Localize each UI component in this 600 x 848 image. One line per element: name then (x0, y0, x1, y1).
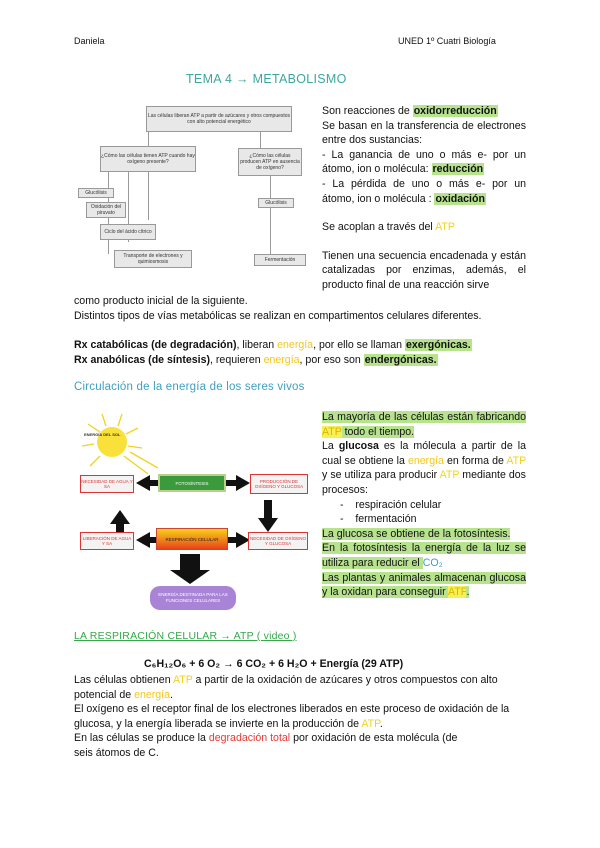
flow-top-box: Las células liberan ATP a partir de azúcares y otros compuestos con alto potencial energético (146, 106, 292, 132)
sun-label: ENERGÍA DEL SOL (84, 432, 121, 437)
respiration-equation: C₆H₁₂O₆ + 6 O₂ → 6 CO₂ + 6 H₂O + Energía (29 ATP) (144, 658, 404, 670)
flow-glucolisis-left: Glucólisis (78, 188, 114, 198)
respiration-flowchart (78, 104, 314, 274)
cycle-lower-right: NECESIDAD DE OXÍGENO Y GLUCOSA (248, 532, 308, 550)
page-title: TEMA 4 → METABOLISMO (186, 72, 347, 86)
header-course: UNED 1º Cuatri Biología (398, 36, 496, 46)
intro-text: Son reacciones de oxidorreducción Se basan en la transferencia de electrones entre dos sustancias: - La ganancia de uno o más e- por un átomo, ion o molécula: reducción - La pérdida de uno o más e- por un átomo, ion o molécula : oxidación Se acoplan a través del ATP Tienen una secuencia encadenada y están catalizadas por enzimas, además, el producto final de una reacción sirve (322, 105, 526, 291)
cycle-upper-left: NECESIDAD DE AGUA Y SA (80, 475, 134, 493)
respiration-text: Las células obtienen ATP a partir de la oxidación de azúcares y otros compuestos con alto potencial de energía. El oxígeno es el receptor final de los electrones liberados en este proceso de oxidación de la glucosa, y la energía liberada se invierte en la producción de ATP. En las células se produce la degradación total por oxidación de esta molécula (de seis átomos de C. (74, 674, 510, 759)
circulation-text: La mayoría de las células están fabricando ATP todo el tiempo. La glucosa es la mólecula a partir de la cual se obtiene la energía en forma de ATP y se utiliza para producir ATP mediante dos procesos: - respiración celular - fermentación La glucosa se obtiene de la fotosíntesis. En la fotosíntesis la energía de la luz se utiliza para reducir el CO₂ Las plantas y animales almacenan glucosa y la oxidan para conseguir ATP. (322, 411, 526, 599)
cycle-respiracion: RESPIRACIÓN CELULAR (156, 528, 228, 550)
energy-cycle-diagram (78, 412, 316, 617)
flow-glucolisis-right: Glucólisis (258, 198, 294, 208)
intro-continuation: como producto inicial de la siguiente. Distintos tipos de vías metabólicas se realizan en compartimentos celulares diferentes. (74, 295, 482, 322)
reduccion-highlight: reducción (432, 163, 484, 176)
reaction-types: Rx catabólicas (de degradación), liberan energía, por ello se llaman exergónicas. Rx anabólicas (de síntesis), requieren energía, por eso son endergónicas. (74, 339, 471, 366)
oxidorreduccion-highlight: oxidorreducción (413, 105, 497, 117)
cycle-upper-right: PRODUCCIÓN DE OXÍGENO Y GLUCOSA (250, 474, 308, 494)
cycle-energy-output: ENERGÍA DESTINADA PARA LAS FUNCIONES CELULARES (150, 586, 236, 610)
cycle-lower-left: LIBERACIÓN DE AGUA Y SA (80, 532, 134, 550)
cycle-fotosintesis: FOTOSÍNTESIS (158, 474, 226, 492)
section-respiration-link[interactable]: LA RESPIRACIÓN CELULAR → ATP ( video ) (74, 630, 297, 642)
oxidacion-highlight: oxidación (435, 192, 485, 205)
header-author: Daniela (74, 36, 105, 46)
list-item: - respiración celular (340, 498, 442, 511)
flow-oxidacion: Oxidación del piruvato (86, 202, 126, 218)
flow-fermentacion: Fermentación (254, 254, 306, 266)
flow-krebs: Ciclo del ácido cítrico (100, 224, 156, 240)
list-item: - fermentación (340, 513, 417, 526)
section-energy-circulation: Circulación de la energía de los seres vivos (74, 381, 305, 393)
flow-right-question: ¿Cómo las células producen ATP en ausencia de oxígeno? (238, 148, 302, 176)
flow-transporte: Transporte de electrones y quimiosmosis (114, 250, 192, 268)
flow-left-question: ¿Cómo las células tienen ATP cuando hay oxígeno presente? (100, 146, 196, 172)
